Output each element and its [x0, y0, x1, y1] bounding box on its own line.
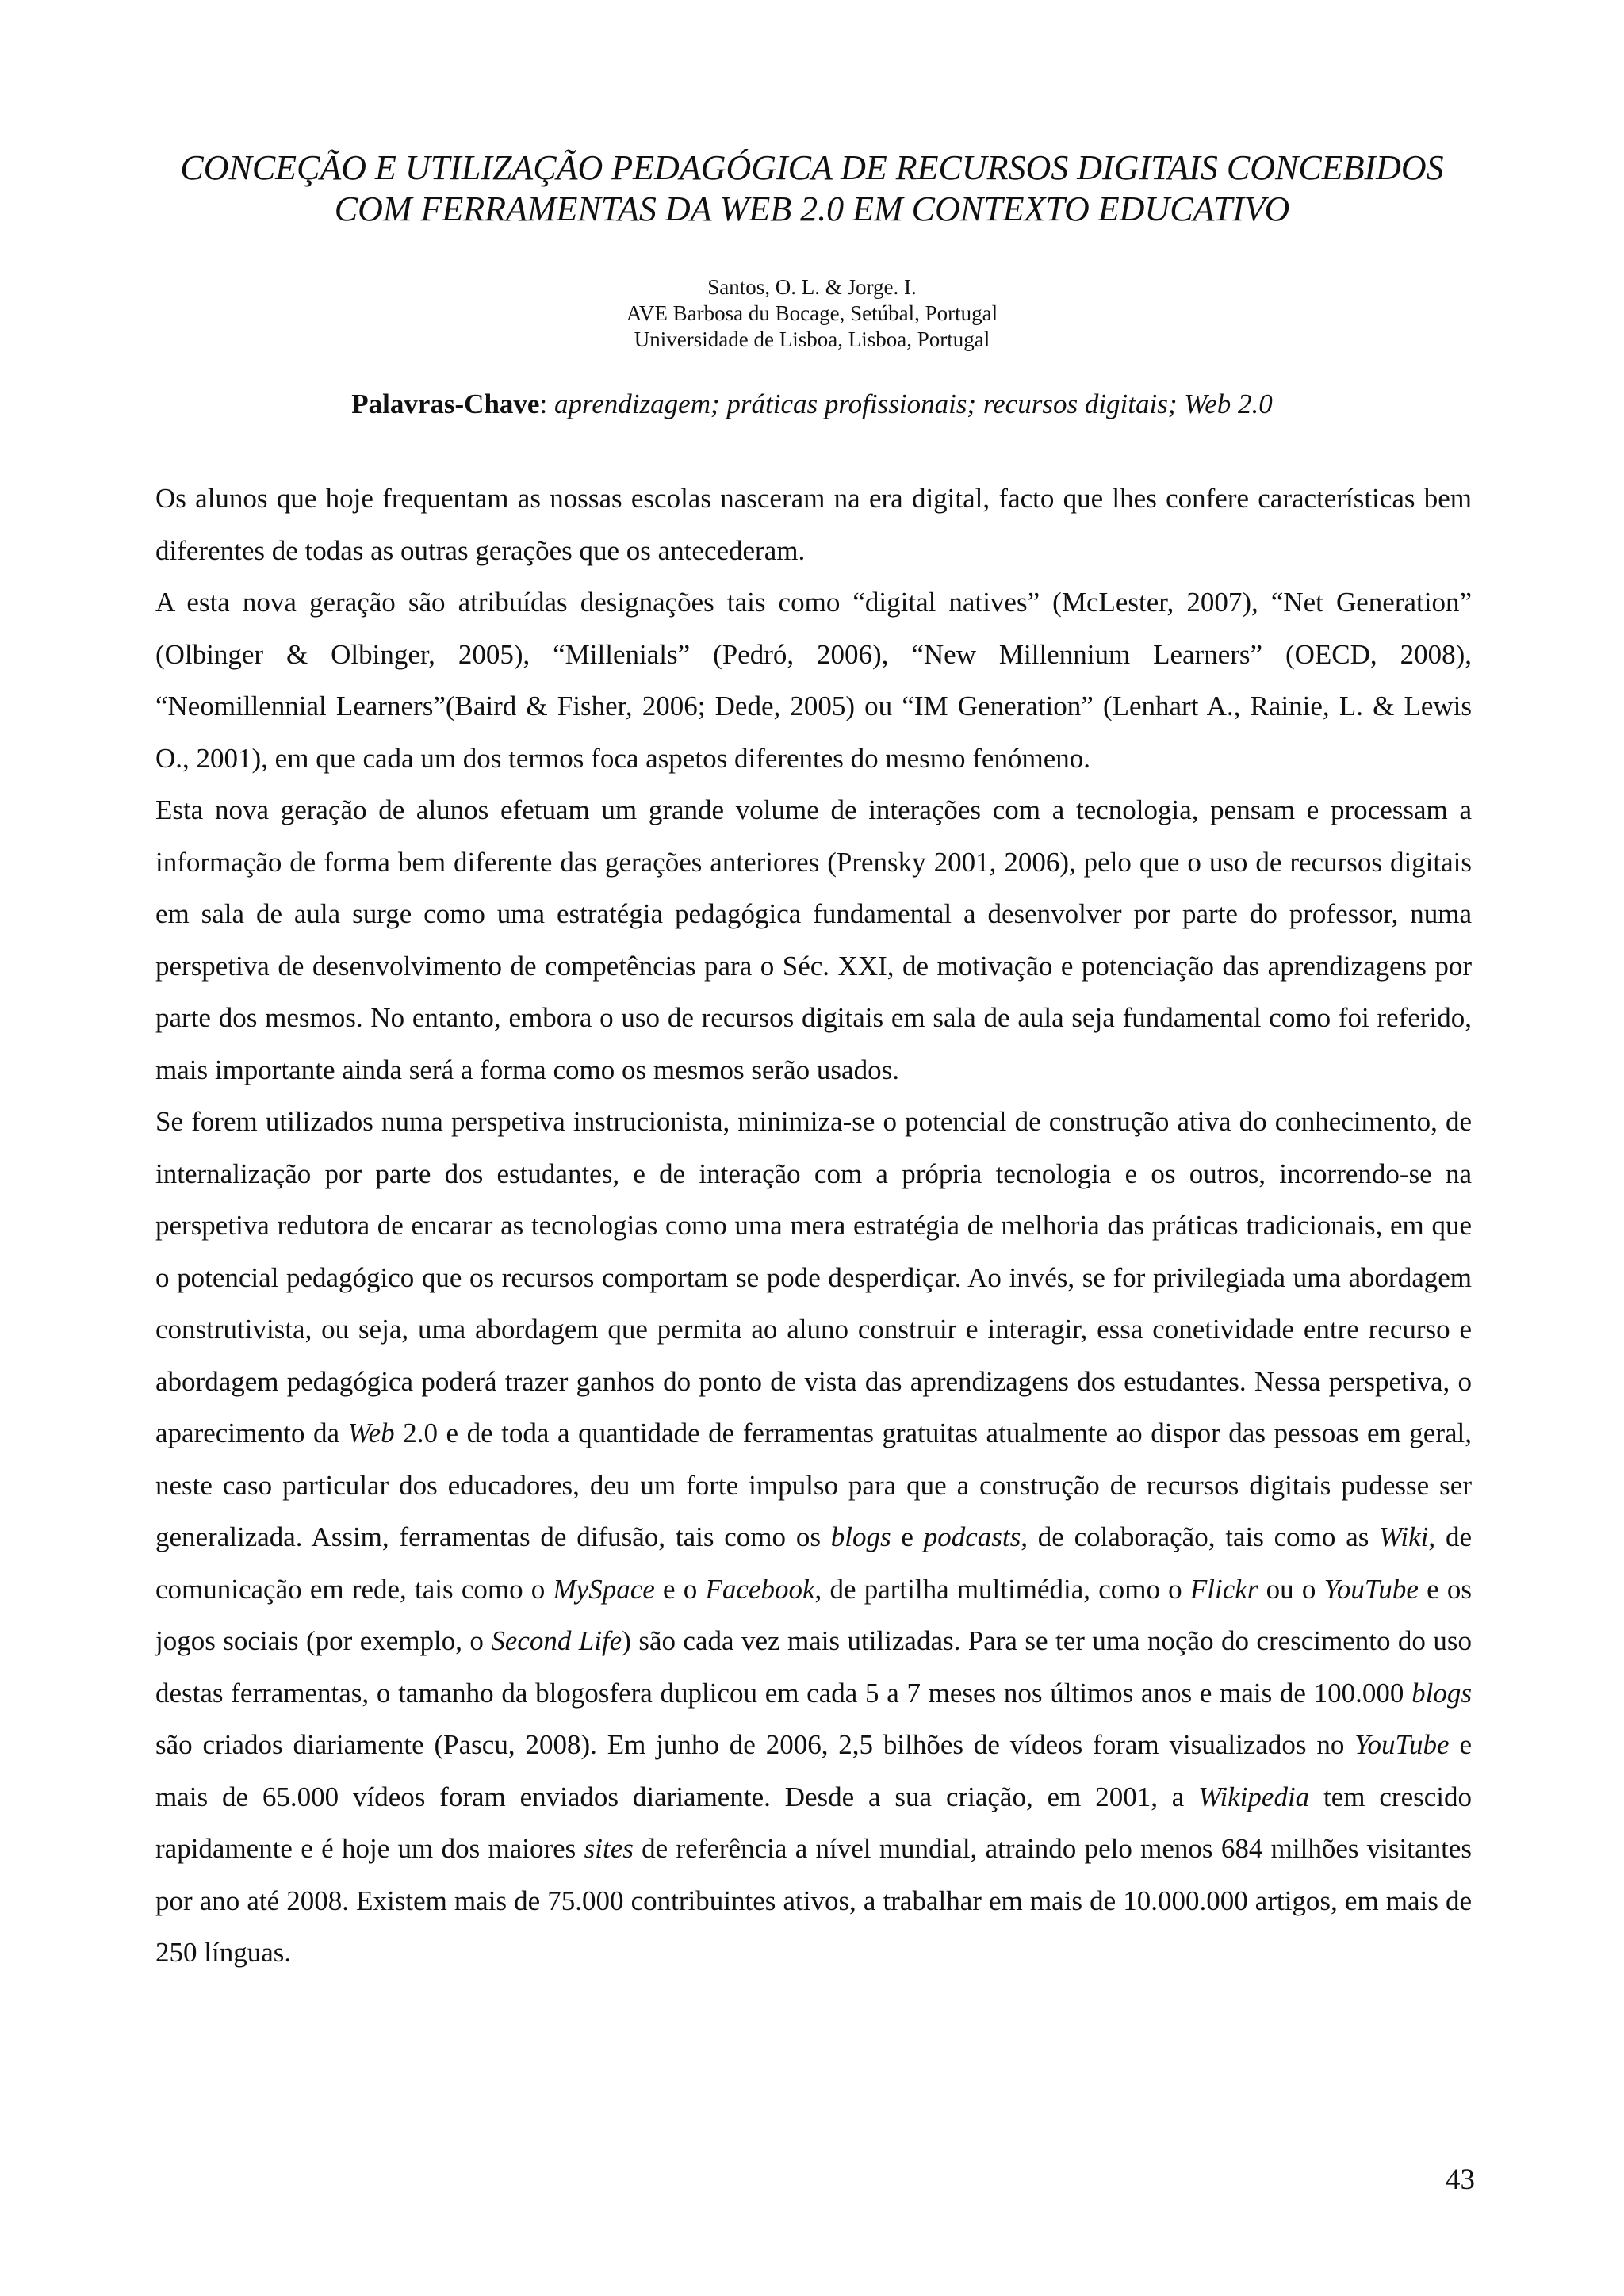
page-number: 43 [1446, 2164, 1475, 2196]
keywords-terms: aprendizagem; práticas profissionais; recursos digitais; Web 2.0 [553, 388, 1273, 419]
paragraph-3: Esta nova geração de alunos efetuam um grande volume de interações com a tecnologia, pensam e processam a informação de forma bem diferente das gerações anteriores (Prensky 2001, 2006), pelo que o uso de recursos digitais em sala de aula surge como uma estratégia pedagógica fundamental a desenvolver por parte do professor, numa perspetiva de desenvolvimento de competências para o Séc. XXI, de motivação e potenciação das aprendizagens por parte dos mesmos. No entanto, embora o uso de recursos digitais em sala de aula seja fundamental como foi referido, mais importante ainda será a forma como os mesmos serão usados. [155, 794, 1472, 1085]
term-flickr: Flickr [1189, 1573, 1258, 1605]
text-run: , de colaboração, tais como as [1021, 1521, 1380, 1552]
text-run: 2.0 e de toda a quantidade de ferramentas gratuitas atualmente ao dispor das pessoas em geral, neste caso particular dos educadores, deu um forte impulso para que a construção de recursos digitais pudesse ser generalizada. Assim, ferramentas de difusão, tais como os [155, 1418, 1472, 1552]
term-facebook: Facebook [705, 1573, 815, 1605]
term-myspace: MySpace [553, 1573, 655, 1605]
text-run: e o [654, 1573, 706, 1605]
term-podcasts: podcasts [923, 1521, 1021, 1552]
term-wikipedia: Wikipedia [1198, 1781, 1310, 1812]
term-web: Web [347, 1418, 395, 1448]
term-sites: sites [584, 1833, 634, 1864]
paragraph-4 [155, 1096, 1472, 1979]
term-youtube: YouTube [1323, 1573, 1419, 1605]
title-line-2: COM FERRAMENTAS DA WEB 2.0 EM CONTEXTO EDUCATIVO [334, 189, 1290, 228]
text-run: de referência a nível mundial, atraindo pelo menos 684 milhões visitantes por ano até 2008. Existem mais de 75.000 contribuintes ativos, a trabalhar em mais de 10.000.000 artigos, em mais de 250 línguas. [155, 1833, 1473, 1968]
text-run: e os jogos sociais (por exemplo, o [155, 1573, 1473, 1656]
author-names: Santos, O. L. & Jorge. I. [707, 275, 917, 299]
term-wiki: Wiki [1379, 1521, 1429, 1552]
term-youtube-2: YouTube [1354, 1729, 1450, 1760]
text-run: tem crescido rapidamente e é hoje um dos maiores [155, 1781, 1472, 1864]
text-run: ou o [1258, 1573, 1324, 1605]
paper-title [119, 147, 1505, 230]
text-run: ) são cada vez mais utilizadas. Para se ter uma noção do crescimento do uso destas ferramentas, o tamanho da blogosfera duplicou em cada 5 a 7 meses nos últimos anos e mais de 100.000 [155, 1625, 1472, 1709]
text-run: , de comunicação em rede, tais como o [155, 1521, 1472, 1605]
affiliation-2: Universidade de Lisboa, Lisboa, Portugal [634, 327, 990, 351]
term-blogs: blogs [830, 1521, 891, 1552]
paragraph-2: A esta nova geração são atribuídas designações tais como “digital natives” (McLester, 2007), “Net Generation” (Olbinger & Olbinger, 2005), “Millenials” (Pedró, 2006), “New Millennium Learners” (OECD, 2008), “Neomillennial Learners”(Baird & Fisher, 2006; Dede, 2005) ou “IM Generation” (Lenhart A., Rainie, L. & Lewis O., 2001), em que cada um dos termos foca aspetos diferentes do mesmo fenómeno. [155, 587, 1472, 774]
text-run: , de partilha multimédia, como o [814, 1573, 1190, 1605]
paragraph-1: Os alunos que hoje frequentam as nossas escolas nasceram na era digital, facto que lhes confere características bem diferentes de todas as outras gerações que os antecederam. [155, 483, 1472, 566]
text-run: são criados diariamente (Pascu, 2008). Em junho de 2006, 2,5 bilhões de vídeos foram visualizados no [155, 1729, 1355, 1760]
affiliation-1: AVE Barbosa du Bocage, Setúbal, Portugal [626, 301, 998, 325]
text-run: e mais de 65.000 vídeos foram enviados diariamente. Desde a sua criação, em 2001, a [155, 1729, 1472, 1812]
text-run: Se forem utilizados numa perspetiva instrucionista, minimiza-se o potencial de construção ativa do conhecimento, de internalização por parte dos estudantes, e de interação com a própria tecnologia e os outros, incorrendo-se na perspetiva redutora de encarar as tecnologias como uma mera estratégia de melhoria das práticas tradicionais, em que o potencial pedagógico que os recursos comportam se pode desperdiçar. Ao invés, se for privilegiada uma abordagem construtivista, ou seja, uma abordagem que permita ao aluno construir e interagir, essa conetividade entre recurso e abordagem pedagógica poderá trazer ganhos do ponto de vista das aprendizagens dos estudantes. Nessa perspetiva, o aparecimento da [155, 1106, 1472, 1448]
author-block [119, 274, 1505, 353]
keywords-label: Palavras-Chave [351, 388, 540, 419]
term-second-life: Second Life [491, 1625, 622, 1656]
title-line-1: CONCEÇÃO E UTILIZAÇÃO PEDAGÓGICA DE RECURSOS DIGITAIS CONCEBIDOS [180, 148, 1444, 187]
text-run: e [891, 1521, 924, 1552]
body-text [155, 473, 1472, 1979]
keywords-line: Palavras-Chave: aprendizagem; práticas profissionais; recursos digitais; Web 2.0 [351, 388, 1273, 419]
term-blogs-2: blogs [1411, 1677, 1472, 1709]
